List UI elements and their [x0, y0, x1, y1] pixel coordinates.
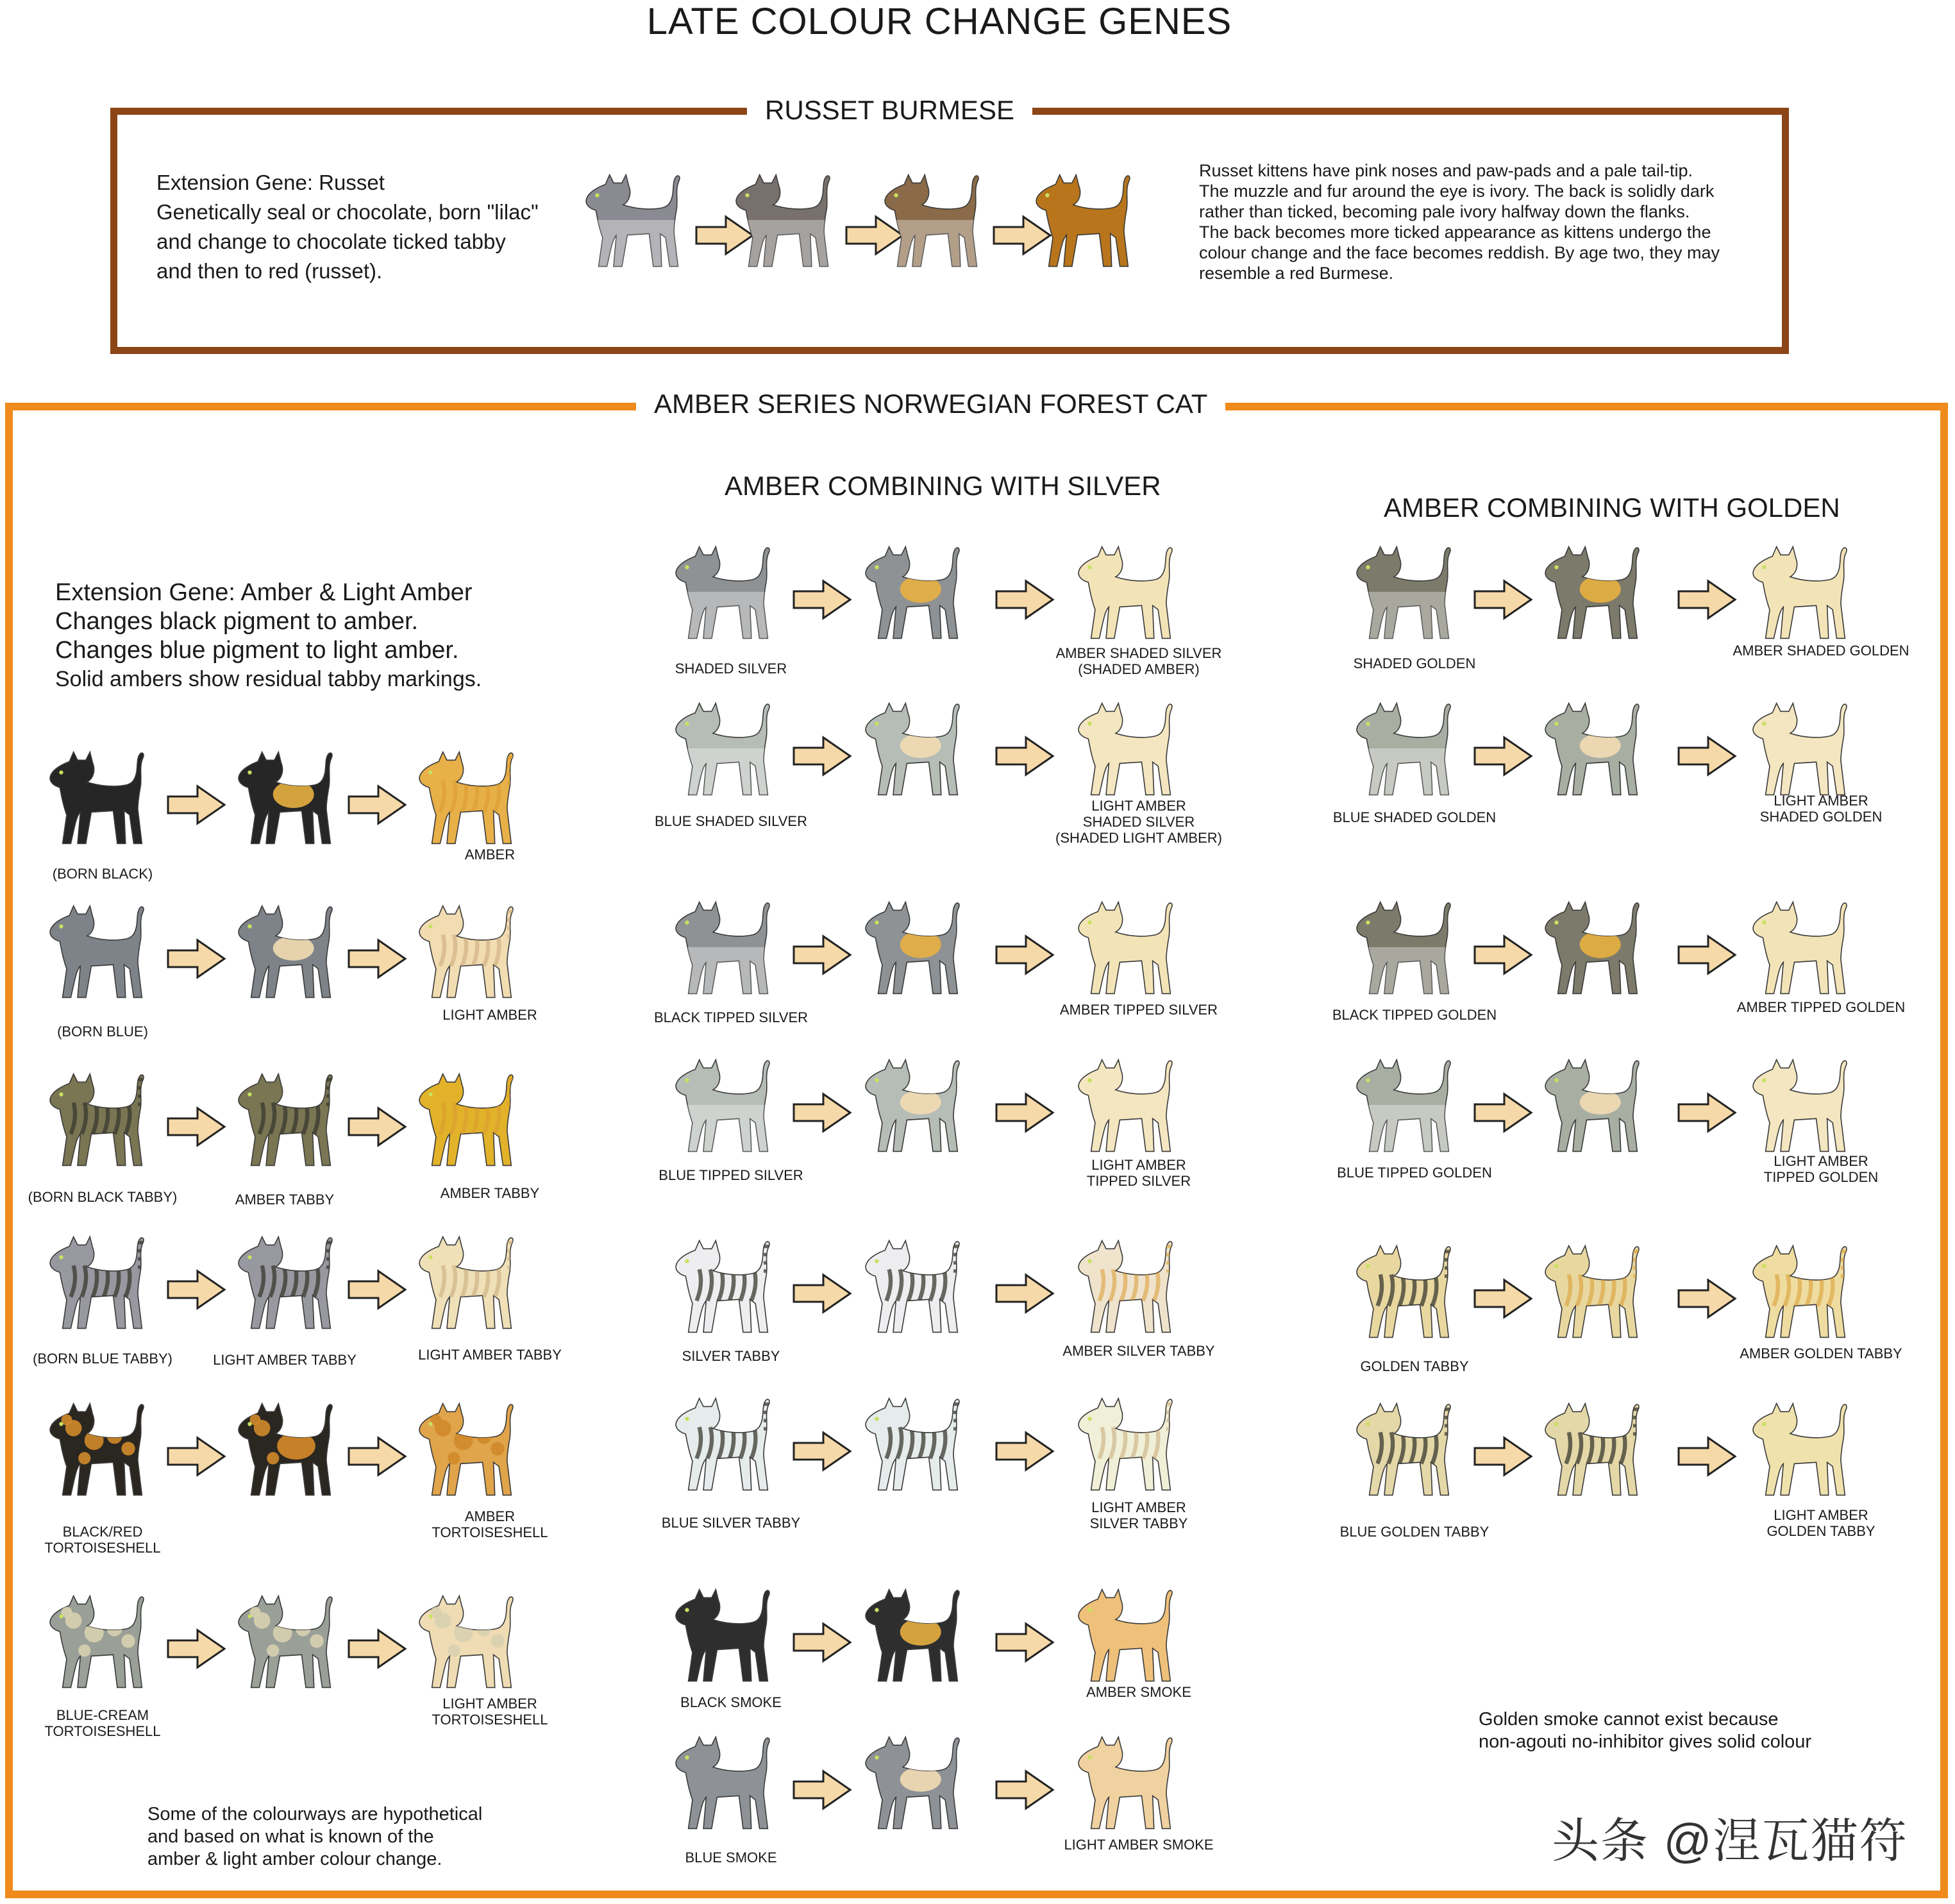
cat-label: AMBER SHADED GOLDEN	[1733, 643, 1909, 659]
cat-icon	[1541, 894, 1644, 1002]
cat-icon	[1353, 1052, 1456, 1159]
amber-intro-line: Solid ambers show residual tabby markings.	[55, 667, 482, 691]
cat-icon	[862, 1052, 964, 1159]
cat-icon	[415, 1229, 518, 1336]
cat-icon	[46, 1229, 149, 1336]
cat-label: BLUE SMOKE	[685, 1849, 777, 1866]
cat-icon	[415, 1395, 518, 1503]
cat-label-line: AMBER	[464, 1508, 516, 1524]
russet-description	[1199, 160, 1720, 283]
cat-icon	[46, 744, 149, 852]
cat-icon	[235, 1395, 337, 1503]
arrow-right-icon	[791, 934, 853, 976]
cat-icon	[46, 1588, 149, 1696]
cat-label	[1090, 1499, 1188, 1531]
cat-label: LIGHT AMBER TABBY	[418, 1347, 562, 1363]
cat-icon	[1075, 1729, 1177, 1837]
cat-icon	[1749, 1238, 1852, 1345]
cat-label: AMBER SILVER TABBY	[1062, 1343, 1215, 1359]
cat-label-line: TORTOISESHELL	[432, 1712, 548, 1728]
amber-intro-line: Changes blue pigment to light amber.	[55, 637, 459, 664]
cat-label	[45, 1524, 161, 1556]
cat-label	[45, 1707, 161, 1739]
arrow-right-icon	[791, 578, 853, 621]
cat-label-line: BLUE-CREAM	[56, 1707, 149, 1723]
cat-icon	[862, 894, 964, 1002]
cat-icon	[672, 1233, 775, 1340]
cat-icon	[1749, 539, 1852, 646]
arrow-right-icon	[791, 1430, 853, 1472]
cat-label-line: (SHADED AMBER)	[1078, 661, 1200, 677]
arrow-right-icon	[165, 1628, 227, 1670]
cat-label: SHADED SILVER	[675, 661, 787, 677]
russet-intro-line: and change to chocolate ticked tabby	[156, 230, 506, 253]
cat-label: AMBER GOLDEN TABBY	[1740, 1345, 1902, 1361]
cat-label: BLACK TIPPED GOLDEN	[1332, 1007, 1497, 1023]
cat-icon	[1075, 1390, 1177, 1498]
cat-label-line: LIGHT AMBER	[1091, 1157, 1186, 1173]
cat-icon	[1353, 1238, 1456, 1345]
cat-label	[432, 1508, 548, 1540]
cat-label-line: LIGHT AMBER	[1774, 793, 1868, 809]
arrow-right-icon	[1676, 1277, 1738, 1320]
cat-label	[1766, 1507, 1875, 1539]
cat-label: LIGHT AMBER	[442, 1007, 537, 1023]
cat-icon	[235, 744, 337, 852]
russet-description-line: rather than ticked, becoming pale ivory halfway down the flanks.	[1199, 202, 1690, 221]
cat-icon	[1353, 695, 1456, 803]
cat-icon	[672, 1729, 775, 1837]
cat-icon	[1749, 894, 1852, 1002]
arrow-right-icon	[165, 938, 227, 980]
cat-icon	[1075, 539, 1177, 646]
cat-label: (BORN BLACK TABBY)	[28, 1189, 178, 1205]
cat-label: AMBER TABBY	[440, 1185, 540, 1201]
arrow-right-icon	[1676, 934, 1738, 976]
cat-label: LIGHT AMBER TABBY	[213, 1352, 357, 1368]
arrow-right-icon	[994, 934, 1055, 976]
cat-icon	[46, 898, 149, 1006]
cat-label	[1055, 798, 1222, 846]
arrow-right-icon	[346, 1435, 408, 1478]
arrow-right-icon	[994, 578, 1055, 621]
russet-description-line: The back becomes more ticked appearance as kittens undergo the	[1199, 223, 1711, 242]
cat-icon	[1353, 894, 1456, 1002]
russet-intro-line: Extension Gene: Russet	[156, 171, 385, 194]
arrow-right-icon	[1472, 735, 1534, 777]
cat-icon	[1075, 1233, 1177, 1340]
cat-icon	[862, 539, 964, 646]
cat-label: BLUE TIPPED GOLDEN	[1337, 1165, 1492, 1181]
cat-label: (BORN BLACK)	[52, 866, 153, 882]
cat-icon	[235, 1066, 337, 1174]
cat-icon	[415, 1066, 518, 1174]
cat-icon	[862, 695, 964, 803]
arrow-right-icon	[1472, 1091, 1534, 1134]
cat-label: BLUE SHADED SILVER	[654, 813, 808, 829]
cat-icon	[862, 1581, 964, 1689]
russet-intro-line: Genetically seal or chocolate, born "lilac"	[156, 200, 539, 224]
arrow-right-icon	[346, 784, 408, 826]
golden-smoke-note	[1479, 1708, 1811, 1753]
cat-label: BLUE SHADED GOLDEN	[1332, 809, 1497, 825]
cat-label: BLUE GOLDEN TABBY	[1339, 1524, 1489, 1540]
cat-label: LIGHT AMBER SMOKE	[1064, 1837, 1214, 1853]
cat-label-line: SHADED GOLDEN	[1759, 809, 1883, 825]
cat-icon	[672, 1052, 775, 1159]
cat-icon	[1749, 695, 1852, 803]
cat-icon	[1353, 1395, 1456, 1503]
golden-heading: AMBER COMBINING WITH GOLDEN	[1384, 493, 1840, 523]
lilac-cat-icon	[582, 167, 685, 274]
chocolate-ticked-cat-icon	[881, 167, 984, 274]
cat-label: BLUE SILVER TABBY	[661, 1515, 801, 1531]
cat-label: BLACK SMOKE	[680, 1694, 782, 1710]
arrow-right-icon	[791, 1769, 853, 1811]
russet-description-line: resemble a red Burmese.	[1199, 264, 1394, 283]
arrow-right-icon	[1472, 934, 1534, 976]
arrow-right-icon	[346, 1628, 408, 1670]
cat-icon	[1353, 539, 1456, 646]
cat-label-line: TIPPED GOLDEN	[1763, 1169, 1879, 1185]
cat-label: BLACK TIPPED SILVER	[653, 1009, 809, 1025]
cat-label-line: SHADED SILVER	[1082, 814, 1195, 830]
cat-icon	[1749, 1052, 1852, 1159]
cat-label-line: LIGHT AMBER	[1774, 1153, 1868, 1169]
arrow-right-icon	[346, 938, 408, 980]
cat-icon	[1075, 894, 1177, 1002]
cat-icon	[1541, 1395, 1644, 1503]
cat-label: AMBER TIPPED SILVER	[1059, 1002, 1218, 1018]
cat-icon	[415, 898, 518, 1006]
note-line: non-agouti no-inhibitor gives solid colour	[1479, 1731, 1812, 1752]
russet-description-line: Russet kittens have pink noses and paw-pads and a pale tail-tip.	[1199, 161, 1693, 180]
cat-icon	[235, 1229, 337, 1336]
arrow-right-icon	[791, 1621, 853, 1664]
arrow-right-icon	[1676, 735, 1738, 777]
russet-description-line: The muzzle and fur around the eye is ivory. The back is solidly dark	[1199, 181, 1715, 201]
arrow-right-icon	[165, 1106, 227, 1148]
cat-label: AMBER TABBY	[235, 1192, 335, 1208]
note-line: amber & light amber colour change.	[147, 1849, 442, 1869]
cat-label-line: BLACK/RED	[62, 1524, 143, 1540]
cat-label: AMBER TIPPED GOLDEN	[1736, 999, 1906, 1015]
arrow-right-icon	[1676, 1091, 1738, 1134]
amber-intro	[55, 578, 482, 694]
cat-icon	[1075, 1581, 1177, 1689]
arrow-right-icon	[165, 1435, 227, 1478]
cat-icon	[46, 1395, 149, 1503]
cat-label-line: TIPPED SILVER	[1086, 1173, 1191, 1189]
cat-icon	[415, 744, 518, 852]
cat-label: (BORN BLUE)	[57, 1024, 148, 1040]
silver-heading: AMBER COMBINING WITH SILVER	[725, 471, 1161, 501]
cat-icon	[1541, 1238, 1644, 1345]
cat-label	[1056, 645, 1222, 677]
russet-cat-icon	[1032, 167, 1135, 274]
arrow-right-icon	[994, 1430, 1055, 1472]
cat-label-line: (SHADED LIGHT AMBER)	[1055, 830, 1222, 846]
arrow-right-icon	[994, 1621, 1055, 1664]
cat-label: SHADED GOLDEN	[1353, 655, 1476, 671]
cat-icon	[235, 1588, 337, 1696]
cat-label-line: LIGHT AMBER	[1091, 1499, 1186, 1515]
cat-icon	[1541, 695, 1644, 803]
cat-icon	[672, 1390, 775, 1498]
cat-label	[432, 1696, 548, 1728]
arrow-right-icon	[165, 1268, 227, 1311]
cat-icon	[1541, 1052, 1644, 1159]
cat-icon	[46, 1066, 149, 1174]
cat-label: (BORN BLUE TABBY)	[32, 1351, 173, 1367]
russet-intro-line: and then to red (russet).	[156, 259, 383, 283]
arrow-right-icon	[791, 1272, 853, 1315]
cat-label-line: LIGHT AMBER	[1774, 1507, 1868, 1523]
arrow-right-icon	[1472, 1435, 1534, 1478]
cat-label	[1087, 1157, 1191, 1189]
cat-label: SILVER TABBY	[682, 1348, 780, 1364]
cat-label-line: TORTOISESHELL	[432, 1524, 548, 1540]
arrow-right-icon	[994, 735, 1055, 777]
cat-icon	[235, 898, 337, 1006]
arrow-right-icon	[1676, 578, 1738, 621]
note-line: Golden smoke cannot exist because	[1479, 1709, 1779, 1730]
cat-icon	[672, 695, 775, 803]
cat-icon	[1075, 695, 1177, 803]
cat-label-line: LIGHT AMBER	[442, 1696, 537, 1712]
cat-icon	[1075, 1052, 1177, 1159]
cat-icon	[1541, 539, 1644, 646]
cat-icon	[672, 539, 775, 646]
arrow-right-icon	[1472, 1277, 1534, 1320]
amber-series-heading: AMBER SERIES NORWEGIAN FOREST CAT	[636, 389, 1225, 419]
cat-icon	[672, 894, 775, 1002]
note-line: Some of the colourways are hypothetical	[147, 1804, 483, 1824]
arrow-right-icon	[994, 1272, 1055, 1315]
cat-label: AMBER SMOKE	[1086, 1684, 1191, 1700]
cat-label-line: GOLDEN TABBY	[1766, 1523, 1875, 1539]
cat-label-line: AMBER SHADED SILVER	[1055, 645, 1222, 661]
arrow-right-icon	[165, 784, 227, 826]
russet-description-line: colour change and the face becomes reddish. By age two, they may	[1199, 243, 1720, 262]
cat-label: BLUE TIPPED SILVER	[659, 1167, 803, 1183]
arrow-right-icon	[346, 1268, 408, 1311]
amber-intro-line: Changes black pigment to amber.	[55, 608, 419, 635]
watermark: 头条 @涅瓦猫符	[1552, 1814, 1908, 1867]
cat-icon	[862, 1729, 964, 1837]
page-title: LATE COLOUR CHANGE GENES	[646, 1, 1232, 42]
arrow-right-icon	[791, 735, 853, 777]
arrow-right-icon	[791, 1091, 853, 1134]
cat-label-line: TORTOISESHELL	[44, 1723, 161, 1739]
arrow-right-icon	[1676, 1435, 1738, 1478]
cat-icon	[415, 1588, 518, 1696]
cat-icon	[1749, 1395, 1852, 1503]
cat-icon	[672, 1581, 775, 1689]
russet-burmese-heading: RUSSET BURMESE	[747, 95, 1032, 126]
arrow-right-icon	[994, 1769, 1055, 1811]
cat-label: AMBER	[464, 847, 516, 863]
russet-intro	[156, 168, 539, 286]
note-line: and based on what is known of the	[147, 1826, 434, 1847]
cat-label-line: SILVER TABBY	[1089, 1515, 1188, 1531]
cat-icon	[862, 1390, 964, 1498]
hypothetical-note	[147, 1803, 482, 1871]
arrow-right-icon	[994, 1091, 1055, 1134]
cat-label-line: LIGHT AMBER	[1091, 798, 1186, 814]
arrow-right-icon	[1472, 578, 1534, 621]
amber-intro-line: Extension Gene: Amber & Light Amber	[55, 579, 473, 606]
cat-label-line: TORTOISESHELL	[44, 1540, 161, 1556]
cat-label: GOLDEN TABBY	[1360, 1358, 1469, 1374]
lilac-brown-cat-icon	[732, 167, 835, 274]
arrow-right-icon	[346, 1106, 408, 1148]
cat-icon	[862, 1233, 964, 1340]
